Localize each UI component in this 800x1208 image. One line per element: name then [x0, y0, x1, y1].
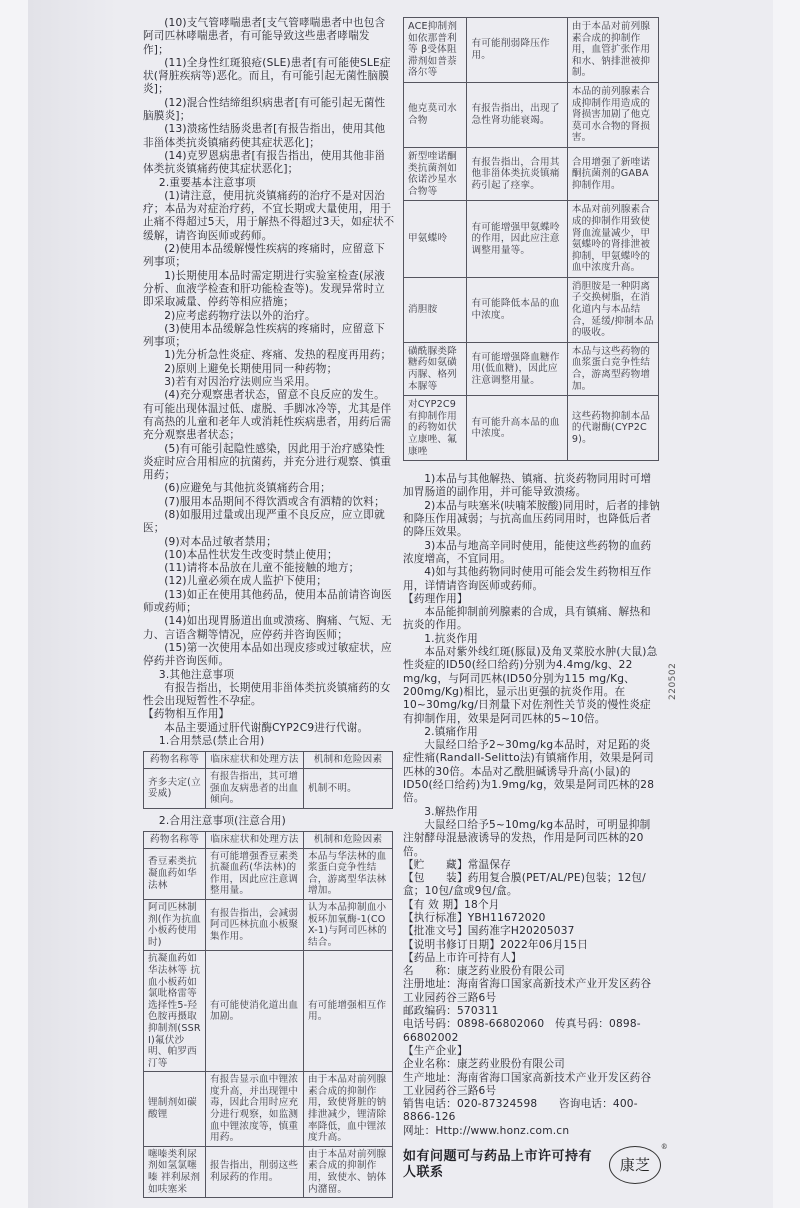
- paragraph: 3)本品与地高辛同时使用，能使这些药物的血药浓度增高，不宜同用。: [403, 539, 652, 565]
- section-heading: 注册地址：海南省海口国家高新技术产业开发区药谷工业园药谷三路6号: [403, 978, 652, 1004]
- clinical-symptom-cell: 有报告指出，出现了急性肾功能衰竭。: [467, 82, 567, 147]
- contraindicated-combination-table: [143, 751, 393, 808]
- clinical-symptom-cell: 有可能增强香豆素类抗凝血药(华法林)的作用，因此应注意调整用量。: [206, 848, 304, 899]
- mechanism-cell: 本品的前列腺素合成抑制作用造成的肾损害加剧了他克莫司水合物的肾损害。: [567, 82, 658, 147]
- section-heading: 【药物相互作用】: [143, 708, 230, 721]
- paragraph: 大鼠经口给予5~10mg/kg本品时，可明显抑制注射酵母混悬液诱导的发热，作用是阿司匹林的20倍。: [403, 818, 651, 858]
- left-column: [143, 17, 395, 1198]
- section-heading: 【说明书修订日期】2022年06月15日: [403, 938, 589, 951]
- mechanism-cell: 这些药物抑制本品的代谢酶(CYP2C9)。: [567, 396, 658, 461]
- table-row: [404, 277, 659, 342]
- mechanism-cell: 由于本品对前列腺素合成的抑制作用，致使水、钠体内潴留。: [304, 1146, 393, 1197]
- mechanism-cell: 由于本品对前列腺素合成的抑制作用，血管扩张作用和水、钠排泄被抑制。: [567, 18, 658, 83]
- drug-name-cell: 抗凝血药如华法林等 抗血小板药如氯吡格雷等 选择性5-羟色胺再摄取抑制剂(SSRI)氟伏沙明、帕罗西汀等: [144, 951, 206, 1072]
- clinical-symptom-cell: 报告指出，削弱这些利尿药的作用。: [206, 1146, 304, 1197]
- table-row: [404, 342, 659, 395]
- paragraph: 本品对紫外线红斑(豚鼠)及角叉菜胶水肿(大鼠)急性炎症的ID50(经口给药)分别为4.4mg/kg、22 mg/kg，与阿司匹林(ID50分别为115 mg/Kg、200mg/Kg)相比，显示出更强的抗炎作用。在10~30mg/kg/日剂量下对佐剂性关节炎的慢性炎症有抑制作用，效果是阿司匹林的5~10倍。: [403, 646, 658, 725]
- paragraph: (12)儿童必须在成人监护下使用；: [164, 575, 328, 588]
- paragraph: 2.镇痛作用: [424, 725, 478, 738]
- paragraph: 本品主要通过肝代谢酶CYP2C9进行代谢。: [164, 721, 369, 734]
- mechanism-cell: 机制不明。: [304, 768, 393, 808]
- section-heading: 网址：Http://www.honz.com.cn: [403, 1124, 570, 1137]
- paragraph: 3.解热作用: [424, 805, 478, 818]
- drug-name-cell: 齐多夫定(立妥威): [144, 768, 206, 808]
- paragraph: (4)充分观察患者状态，留意不良反应的发生。有可能出现体温过低、虚脱、手脚冰冷等，尤其是伴有高热的儿童和老年人或消耗性疾病患者，用药后需充分观察患者状态；: [143, 389, 392, 442]
- paragraph: (11)请将本品放在儿童不能接触的地方；: [164, 562, 360, 575]
- table-header-row: [144, 752, 393, 769]
- table-row: [144, 848, 393, 899]
- table-row: [404, 147, 659, 200]
- section-heading: 【包 装】药用复合膜(PET/AL/PE)包装；12包/盒；10包/盒或9包/盒。: [403, 872, 646, 898]
- section-heading: 电话号码：0898-66802060 传真号码：0898-66802002: [403, 1018, 641, 1044]
- drug-name-cell: 香豆素类抗凝血药如华法林: [144, 848, 206, 899]
- section-heading: 邮政编码：570311: [403, 1005, 499, 1018]
- table-row: [404, 201, 659, 278]
- paragraph: (1)请注意，使用抗炎镇痛药的治疗不是对因治疗；本品为对症治疗药，不宜长期或大量使用，用于止痛不得超过5天，用于解热不得超过3天，如症状不缓解，请咨询医师或药师。: [143, 189, 395, 242]
- table-row: [144, 1146, 393, 1197]
- section-heading: 生产地址：海南省海口国家高新技术产业开发区药谷工业园药谷三路6号: [403, 1071, 652, 1097]
- section-heading: 【贮 藏】常温保存: [403, 858, 511, 871]
- honz-logo: [609, 1143, 668, 1184]
- table-row: [404, 18, 659, 83]
- paragraph: (3)使用本品缓解急性疾病的疼痛时，应留意下列事项；: [143, 322, 385, 349]
- clinical-symptom-cell: 有报告显示血中锂浓度升高，并出现锂中毒，因此合用时应充分进行观察，如监测血中锂浓度等，慎重用药。: [206, 1072, 304, 1147]
- paragraph: (10)本品性状发生改变时禁止使用；: [164, 548, 338, 561]
- table-row: [404, 396, 659, 461]
- paragraph: 3.其他注意事项: [158, 668, 235, 681]
- paragraph: 2)原则上避免长期使用同一种药物；: [164, 362, 338, 375]
- paragraph: (9)对本品过敏者禁用；: [164, 535, 277, 548]
- mechanism-cell: 合用增强了新喹诺酮抗菌剂的GABA抑制作用。: [567, 147, 658, 200]
- caution-combination-table: [143, 831, 393, 1198]
- column-header: 机制和危险因素: [304, 832, 393, 849]
- paragraph: (12)混合性结缔组织病患者[有可能引起无菌性脑膜炎]；: [143, 96, 386, 123]
- column-header: 临床症状和处理方法: [206, 752, 304, 769]
- caution-combination-table-continued: [403, 17, 659, 461]
- table-row: [144, 1072, 393, 1147]
- column-header: 药物名称等: [144, 752, 206, 769]
- clinical-symptom-cell: 有可能增强降血糖作用(低血糖)，因此应注意调整用量。: [467, 342, 567, 395]
- clinical-symptom-cell: 有可能增强甲氨蝶呤的作用，因此应注意调整用量等。: [467, 201, 567, 278]
- mechanism-cell: 本品与华法林的血浆蛋白竞争性结合，游离型华法林增加。: [304, 848, 393, 899]
- clinical-symptom-cell: 有报告指出，其可增强血友病患者的出血倾向。: [206, 768, 304, 808]
- drug-name-cell: ACE抑制剂如依那普利等 β受体阻滞剂如普萘洛尔等: [404, 18, 467, 83]
- contact-notice: 如有问题可与药品上市许可持有人联系: [403, 1149, 593, 1181]
- paragraph: (10)支气管哮喘患者[支气管哮喘患者中也包含阿司匹林哮喘患者，有可能导致这些患者哮喘发作]；: [143, 17, 386, 56]
- paragraph: (11)全身性红斑狼疮(SLE)患者[有可能使SLE症状(肾脏疾病等)恶化。而且，有可能引起无菌性脑膜炎]；: [143, 56, 391, 96]
- paragraph: (15)第一次使用本品如出现皮疹或过敏症状，应停药并咨询医师。: [143, 641, 392, 668]
- logo-text: 康芝: [619, 1156, 651, 1175]
- clinical-symptom-cell: 有可能使消化道出血加剧。: [206, 951, 304, 1072]
- table-row: [144, 899, 393, 950]
- left-text: [143, 17, 395, 748]
- paragraph: 大鼠经口给予2~30mg/kg本品时，对足跖的炎症性痛(Randall-Selitto法)有镇痛作用，效果是阿司匹林的30倍。本品对乙酰胆碱诱导升高(小鼠)的ID50(经口给药)为1.9mg/kg，效果是阿司匹林的28倍。: [403, 739, 655, 805]
- paragraph: 4)如与其他药物同时使用可能会发生药物相互作用，详情请咨询医师或药师。: [403, 566, 652, 592]
- section-heading: 销售电话：020-87324598 咨询电话：400-8866-126: [403, 1098, 638, 1124]
- paper-shadow: [28, 0, 118, 1208]
- mechanism-cell: 本品与这些药物的血浆蛋白竞争性结合，游离型药物增加。: [567, 342, 658, 395]
- mechanism-cell: 由于本品对前列腺素合成的抑制作用，致使肾脏的钠排泄减少，锂清除率降低，血中锂浓度升高。: [304, 1072, 393, 1147]
- paper-sheet: [28, 0, 773, 1208]
- paragraph: 2)应考虑药物疗法以外的治疗。: [164, 309, 316, 322]
- paragraph: 本品能抑制前列腺素的合成，具有镇痛、解热和抗炎的作用。: [403, 606, 651, 632]
- clinical-symptom-cell: 有可能降低本品的血中浓度。: [467, 277, 567, 342]
- section-heading: 【生产企业】: [403, 1044, 468, 1057]
- section-heading: 名 称：康芝药业股份有限公司: [403, 965, 565, 978]
- paragraph: 1.抗炎作用: [424, 632, 478, 645]
- drug-name-cell: 他克莫司水合物: [404, 82, 467, 147]
- table-row: [144, 951, 393, 1072]
- paragraph: 有报告指出，长期使用非甾体类抗炎镇痛药的女性会出现短暂性不孕症。: [143, 681, 391, 708]
- table-row: [144, 768, 393, 808]
- paragraph: (5)有可能引起隐性感染，因此用于治疗感染性炎症时应合用相应的抗菌药，并充分进行观察、慎重用药；: [143, 442, 392, 482]
- paragraph: 1)长期使用本品时需定期进行实验室检查(尿液分析、血液学检查和肝功能检查等)。发现异常时立即采取减量、停药等相应措施；: [143, 269, 385, 309]
- paragraph: 1)先分析急性炎症、疼痛、发热的程度再用药；: [164, 349, 392, 362]
- clinical-symptom-cell: 有报告指出，合用其他非甾体类抗炎镇痛药引起了痉挛。: [467, 147, 567, 200]
- paragraph: (6)应避免与其他抗炎镇痛药合用；: [164, 482, 331, 495]
- clinical-symptom-cell: 有可能削弱降压作用。: [467, 18, 567, 83]
- section-heading: 【药品上市许可持有人】: [403, 951, 522, 964]
- registered-mark: ®: [660, 1143, 668, 1152]
- mechanism-cell: 消胆胺是一种阴离子交换树脂，在消化道内与本品结合，延缓/抑制本品的吸收。: [567, 277, 658, 342]
- drug-name-cell: 锂制剂如碳酸锂: [144, 1072, 206, 1147]
- paragraph: (13)溃疡性结肠炎患者[有报告指出，使用其他非甾体类抗炎镇痛药使其症状恶化]；: [143, 123, 386, 149]
- paragraph: (13)如正在使用其他药品，使用本品前请咨询医师或药师；: [143, 588, 392, 615]
- section-heading: 企业名称：康芝药业股份有限公司: [403, 1058, 565, 1071]
- drug-name-cell: 新型喹诺酮类抗菌剂如依诺沙星水合物等: [404, 147, 467, 200]
- paragraph: 1.合用禁忌(禁止合用): [158, 735, 265, 748]
- paragraph: 2.重要基本注意事项: [158, 176, 256, 189]
- footer-row: [403, 1143, 668, 1184]
- section-heading: 【执行标准】YBH11672020: [403, 911, 546, 924]
- clinical-symptom-cell: 有报告指出，会减弱阿司匹林抗血小板聚集作用。: [206, 899, 304, 950]
- section-heading: 【有 效 期】18个月: [403, 898, 500, 911]
- paragraph: 1)本品与其他解热、镇痛、抗炎药物同用时可增加胃肠道的副作用，并可能导致溃疡。: [403, 473, 652, 499]
- mechanism-cell: 本品对前列腺素合成的抑制作用致使肾血流量减少，甲氨蝶呤的肾排泄被抑制，甲氨蝶呤的血中浓度升高。: [567, 201, 658, 278]
- right-text: [403, 473, 661, 1138]
- clinical-symptom-cell: 有可能升高本品的血中浓度。: [467, 396, 567, 461]
- section-heading: 【批准文号】国药准字H20205037: [403, 925, 575, 938]
- column-header: 药物名称等: [144, 832, 206, 849]
- paragraph: (8)如服用过量或出现严重不良反应，应立即就医；: [143, 508, 385, 535]
- paragraph: 2)本品与呋塞米(呋喃苯胺酸)同用时，后者的排钠和降压作用减弱；与抗高血压药同用时，也降低后者的降压效果。: [403, 499, 660, 539]
- drug-name-cell: 对CYP2C9有抑制作用的药物如伏立康唑、氟康唑: [404, 396, 467, 461]
- table-header-row: [144, 832, 393, 849]
- paragraph: (2)使用本品缓解慢性疾病的疼痛时，应留意下列事项；: [143, 243, 385, 269]
- section-heading: 【药理作用】: [403, 592, 468, 605]
- drug-name-cell: 甲氨蝶呤: [404, 201, 467, 278]
- drug-name-cell: 噻嗪类利尿剂如氢氯噻嗪 袢利尿剂如呋塞米: [144, 1146, 206, 1197]
- column-header: 临床症状和处理方法: [206, 832, 304, 849]
- paragraph: 3)若有对因治疗法则应当采用。: [164, 376, 316, 389]
- right-column: [403, 17, 668, 1184]
- mechanism-cell: 认为本品抑制血小板环加氧酶-1(COX-1)与阿司匹林的结合。: [304, 899, 393, 950]
- column-header: 机制和危险因素: [304, 752, 393, 769]
- drug-name-cell: 磺酰脲类降糖药如氨磺丙脲、格列本脲等: [404, 342, 467, 395]
- paragraph: (14)如出现胃肠道出血或溃疡、胸痛、气短、无力、言语含糊等情况，应停药并咨询医师；: [143, 615, 392, 641]
- table-row: [404, 82, 659, 147]
- paragraph: (14)克罗恩病患者[有报告指出，使用其他非甾体类抗炎镇痛药使其症状恶化]；: [143, 149, 386, 176]
- paragraph: (7)服用本品期间不得饮酒或含有酒精的饮料；: [164, 495, 385, 508]
- drug-name-cell: 消胆胺: [404, 277, 467, 342]
- print-code: 220502: [668, 662, 678, 700]
- caution-combination-title: 2.合用注意事项(注意合用): [158, 814, 287, 827]
- mechanism-cell: 有可能增强相互作用。: [304, 951, 393, 1072]
- drug-name-cell: 阿司匹林制剂(作为抗血小板药使用时): [144, 899, 206, 950]
